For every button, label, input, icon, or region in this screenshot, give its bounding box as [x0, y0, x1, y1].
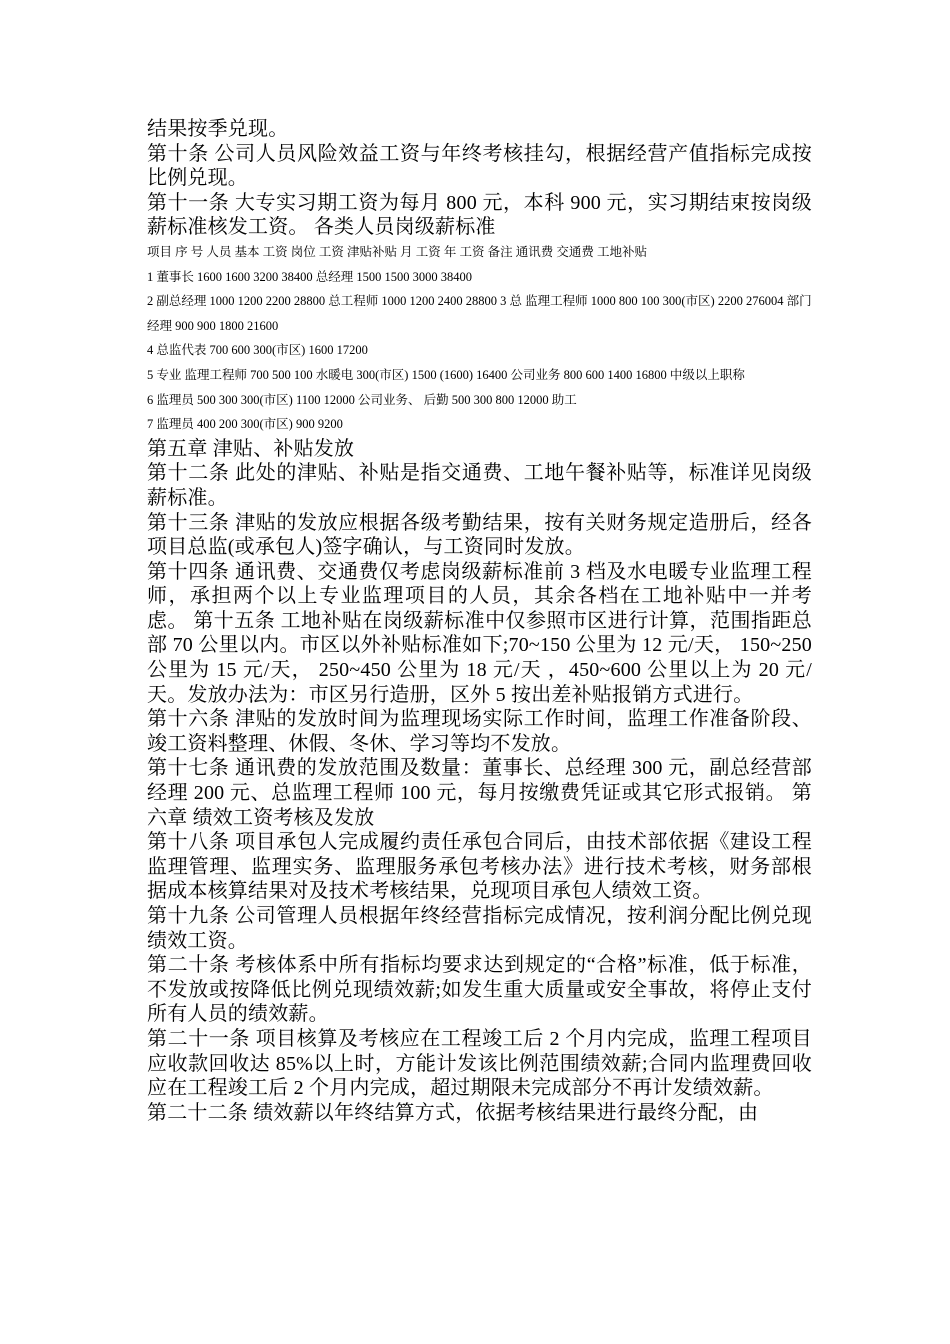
article-16: 第十六条 津贴的发放时间为监理现场实际工作时间，监理工作准备阶段、竣工资料整理、休假、冬休、学习等均不发放。	[147, 708, 812, 755]
article-10: 第十条 公司人员风险效益工资与年终考核挂勾，根据经营产值指标完成按比例兑现。	[147, 142, 812, 190]
article-18: 第十八条 项目承包人完成履约责任承包合同后，由技术部依据《建设工程监理管理、监理实务、监理服务承包考核办法》进行技术考核，财务部根据成本核算结果对及技术考核结果，兑现项目承包人绩效工资。	[147, 831, 812, 903]
article-21: 第二十一条 项目核算及考核应在工程竣工后 2 个月内完成，监理工程项目应收款回收达 85%以上时，方能计发该比例范围绩效薪;合同内监理费回收应在工程竣工后 2 个月内完成，超过期限未完成部分不再计发绩效薪。	[147, 1027, 812, 1100]
salary-table-row: 4 总监代表 700 600 300(市区) 1600 17200	[147, 343, 368, 358]
article-11: 第十一条 大专实习期工资为每月 800 元，本科 900 元，实习期结束按岗级薪标准核发工资。 各类人员岗级薪标准	[147, 191, 812, 239]
article-14-15: 第十四条 通讯费、交通费仅考虑岗级薪标准前 3 档及水电暖专业监理工程师，承担两个以上专业监理项目的人员，其余各档在工地补贴中一并考虑。 第十五条 工地补贴在岗级薪标准中仅参照市区进行计算，范围指距总部 70 公里以内。市区以外补贴标准如下;70~150 公里为 12 元/天， 150~250 公里为 15 元/天， 250~450 公里为 18 元/天 ，450~600 公里以上为 20 元/天。发放办法为：市区另行造册，区外 5 按出差补贴报销方式进行。	[147, 560, 812, 706]
paragraph: 结果按季兑现。	[147, 118, 289, 140]
salary-table-row: 7 监理员 400 200 300(市区) 900 9200	[147, 417, 343, 432]
article-19: 第十九条 公司管理人员根据年终经营指标完成情况，按利润分配比例兑现绩效工资。	[147, 905, 812, 952]
article-17: 第十七条 通讯费的发放范围及数量：董事长、总经理 300 元，副总经营部经理 200 元、总监理工程师 100 元，每月按缴费凭证或其它形式报销。 第六章 绩效工资考核及发放	[147, 757, 812, 829]
article-22: 第二十二条 绩效薪以年终结算方式，依据考核结果进行最终分配，由	[147, 1101, 759, 1124]
article-13: 第十三条 津贴的发放应根据各级考勤结果，按有关财务规定造册后，经各项目总监(或承包人)签字确认，与工资同时发放。	[147, 511, 812, 559]
salary-table-row: 5 专业 监理工程师 700 500 100 水暖电 300(市区) 1500 (1600) 16400 公司业务 800 600 1400 16800 中级以上职称	[147, 367, 745, 382]
salary-table-row: 2 副总经理 1000 1200 2200 28800 总工程师 1000 1200 2400 28800 3 总 监理工程师 1000 800 100 300(市区) 2200 276004 部门经理 900 900 1800 21600	[147, 294, 812, 333]
document-page	[147, 117, 812, 1125]
chapter-5-heading: 第五章 津贴、补贴发放	[147, 437, 355, 460]
salary-table-row: 1 董事长 1600 1600 3200 38400 总经理 1500 1500 3000 38400	[147, 269, 473, 284]
article-20: 第二十条 考核体系中所有指标均要求达到规定的“合格”标准，低于标准，不发放或按降低比例兑现绩效薪;如发生重大质量或安全事故，将停止支付所有人员的绩效薪。	[147, 954, 812, 1026]
article-12: 第十二条 此处的津贴、补贴是指交通费、工地午餐补贴等，标准详见岗级薪标准。	[147, 462, 812, 509]
salary-table-header: 项目 序 号 人员 基本 工资 岗位 工资 津贴补贴 月 工资 年 工资 备注 通讯费 交通费 工地补贴	[147, 244, 648, 259]
salary-table-row: 6 监理员 500 300 300(市区) 1100 12000 公司业务、 后勤 500 300 800 12000 助工	[147, 392, 577, 407]
